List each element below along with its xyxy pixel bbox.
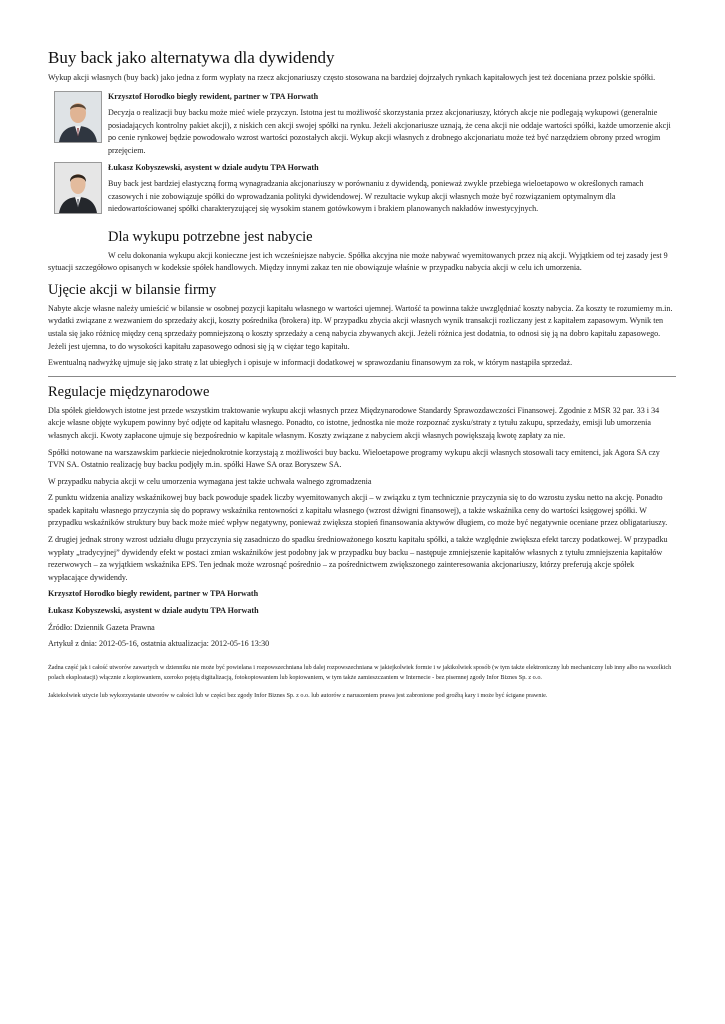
copyright-notice: Jakiekolwiek użycie lub wykorzystanie utworów w całości lub w części bez zgody Infor Biznes Sp. z o.o. lub autorów z naruszeniem prawa jest zabronione pod groźbą kary i może być ścigane prawnie. bbox=[48, 691, 548, 699]
section-paragraph: Z drugiej jednak strony wzrost udziału długu przyczynia się zasadniczo do spadku średnioważonego kosztu kapitału spółki, a także względnie zwiększa efekt tarczy podatkowej. W przypadku wypłaty „tradycyjnej” dywidendy efekt w postaci zmian wskaźników jest podobny jak w przypadku buy backu – następuje zmniejszenie kapitałów własnych z tytułu zmniejszenia kapitałów rezerwowych – za wyjątkiem wskaźnika EPS. Ten jednak może wzrosnąć pośrednio – za pośrednictwem zwiększonego zainteresowania akcjonariuszy, którzy preferują akcje spółek wypłacające dywidendy. bbox=[48, 535, 668, 582]
author-bio: Decyzja o realizacji buy backu może mieć wiele przyczyn. Istotna jest tu możliwość skorzystania przez akcjonariuszy, których akcje nie podlegają wykupowi (generalnie posiadających kontrolny pakiet akcji), z niskich cen akcji swojej spółki na rynku. Jeżeli akcjonariusze uznają, że cena akcji nie oddaje wartości spółki, każde umorzenie akcji po cenie rynkowej będzie powodowało wzrost wartości pozostałych akcji. Wykup akcji własnych z drobnego akcjonariatu może też być narzędziem obrony przed wrogim przejęciem. bbox=[108, 108, 671, 155]
copyright-notice: Żadna część jak i całość utworów zawartych w dzienniku nie może być powielana i rozpowszechniana lub dalej rozpowszechniana w jakiejkolwiek formie i w jakikolwiek sposób (w tym także elektroniczny lub mechaniczny lub inny albo na wszelkich polach eksploatacji) włącznie z kopiowaniem, szeroko pojętą digitalizacją, fotokopiowaniem lub kopiowaniem, w tym także zamieszczaniem w Internecie - bez pisemnej zgody Infor Biznes Sp. z o.o. bbox=[48, 663, 672, 681]
section-paragraph: Spółki notowane na warszawskim parkiecie niejednokrotnie korzystają z możliwości buy backu. Wieloetapowe programy wykupu akcji własnych stosowali tacy emitenci, jak Agora SA czy TVN SA. Ostatnio realizację buy backu podjęły m.in. spółki Hawe SA oraz Boryszew SA. bbox=[48, 447, 660, 470]
section-paragraph: Dla spółek giełdowych istotne jest przede wszystkim traktowanie wykupu akcji własnych przez Międzynarodowe Standardy Sprawozdawczości Finansowej. Zgodnie z MSR 32 par. 33 i 34 akcje własne objęte wykupem powinny być odjęte od kapitału własnego. Ponadto, co istotne, jednostka nie może rozpoznać zysku/straty z tytułu zakupu, sprzedaży, emisji lub umorzenia własnych akcji. Kwoty zapłacone ujmuje się bezpośrednio w kapitale własnym. Koszty związane z nabyciem akcji własnych powiększają kwotę zapłaty za nie. bbox=[48, 405, 660, 440]
source-line: Źródło: Dziennik Gazeta Prawna bbox=[48, 622, 155, 632]
author-block-horodko bbox=[48, 91, 676, 158]
article-dates: Artykuł z dnia: 2012-05-16, ostatnia aktualizacja: 2012-05-16 13:30 bbox=[48, 639, 270, 649]
author-block-kobyszewski bbox=[48, 162, 676, 224]
section-heading: Ujęcie akcji w bilansie firmy bbox=[48, 281, 217, 298]
section-paragraph: Nabyte akcje własne należy umieścić w bilansie w osobnej pozycji kapitału własnego w wartości ujemnej. Wartość ta powinna także uwzględniać koszty nabycia. Za koszty te rozumiemy m.in. wydatki związane z wezwaniem do sprzedaży akcji, koszty pośrednika (brokera) itp. W przypadku zbycia akcji własnych wynik transakcji rozliczany jest z kapitałem zapasowym. Wynik ten ustala się jako różnicę między ceną sprzedaży pomniejszoną o koszty sprzedaży a ceną nabycia zbywanych akcji. Jeżeli różnica jest dodatnia, to odnosi się ją na dobro kapitału zapasowego. Jeżeli jest ujemna, to do wysokości kapitału zapasowego odnosi się ją w ciężar tego kapitału. bbox=[48, 303, 673, 351]
author-photo-horodko bbox=[54, 91, 102, 143]
footer-author: Łukasz Kobyszewski, asystent w dziale audytu TPA Horwath bbox=[48, 606, 259, 616]
section-divider bbox=[48, 376, 676, 377]
author-name: Krzysztof Horodko biegły rewident, partner w TPA Horwath bbox=[108, 91, 319, 101]
article-title: Buy back jako alternatywa dla dywidendy bbox=[48, 48, 335, 67]
section-paragraph: W celu dokonania wykupu akcji konieczne jest ich wcześniejsze nabycie. Spółka akcyjna nie może nabywać wyemitowanych przez nią akcji. Wyjątkiem od tej zasady jest 9 sytuacji szczegółowo opisanych w kodeksie spółek handlowych. Między innymi zakaz ten nie obowiązuje właśnie w przypadku nabycia akcji w celu ich umorzenia. bbox=[48, 250, 668, 273]
article-page bbox=[48, 48, 676, 709]
author-photo-kobyszewski bbox=[54, 162, 102, 214]
section-heading: Regulacje międzynarodowe bbox=[48, 383, 210, 400]
section-paragraph: Z punktu widzenia analizy wskaźnikowej buy back powoduje spadek liczby wyemitowanych akcji – w związku z tym technicznie przyczynia się to do wzrostu zysku netto na akcję. Ponadto spadek kapitału własnego przyczynia się do poprawy wskaźnika rentowności z kapitału własnego (wzrost dźwigni finansowej), a także wskaźnika ceny do wartości księgowej spółki. W przypadku wskaźników struktury buy back może mieć wpływ negatywny, ponieważ zwiększa stopień finansowania aktywów długiem, co może być negatywnie oceniane przez obligatariuszy. bbox=[48, 493, 668, 528]
section-paragraph: W przypadku nabycia akcji w celu umorzenia wymagana jest także uchwała walnego zgromadzenia bbox=[48, 476, 372, 486]
article-lead: Wykup akcji własnych (buy back) jako jedna z form wypłaty na rzecz akcjonariuszy często stosowana na bardziej dojrzałych rynkach kapitałowych jest też doceniana przez polskie spółki. bbox=[48, 73, 656, 82]
section-heading: Dla wykupu potrzebne jest nabycie bbox=[108, 228, 313, 245]
author-name: Łukasz Kobyszewski, asystent w dziale audytu TPA Horwath bbox=[108, 162, 319, 172]
section-paragraph: Ewentualną nadwyżkę ujmuje się jako stratę z lat ubiegłych i opisuje w informacji dodatkowej w sprawozdaniu finansowym za rok, w którym nastąpiła sprzedaż. bbox=[48, 358, 573, 368]
footer-author: Krzysztof Horodko biegły rewident, partner w TPA Horwath bbox=[48, 589, 259, 599]
author-bio: Buy back jest bardziej elastyczną formą wynagradzania akcjonariuszy w porównaniu z dywidendą, ponieważ zwykle przebiega wieloetapowo w określonych ramach czasowych i nie zobowiązuje spółki do wprowadzania polityki dywidendowej. W rezultacie wykup akcji własnych może być rozwiązaniem optymalnym dla niedowartościowanej spółki charakteryzującej się wysokim stanem gotówkowym i brakiem planowanych nakładów inwestycyjnych. bbox=[108, 179, 644, 214]
